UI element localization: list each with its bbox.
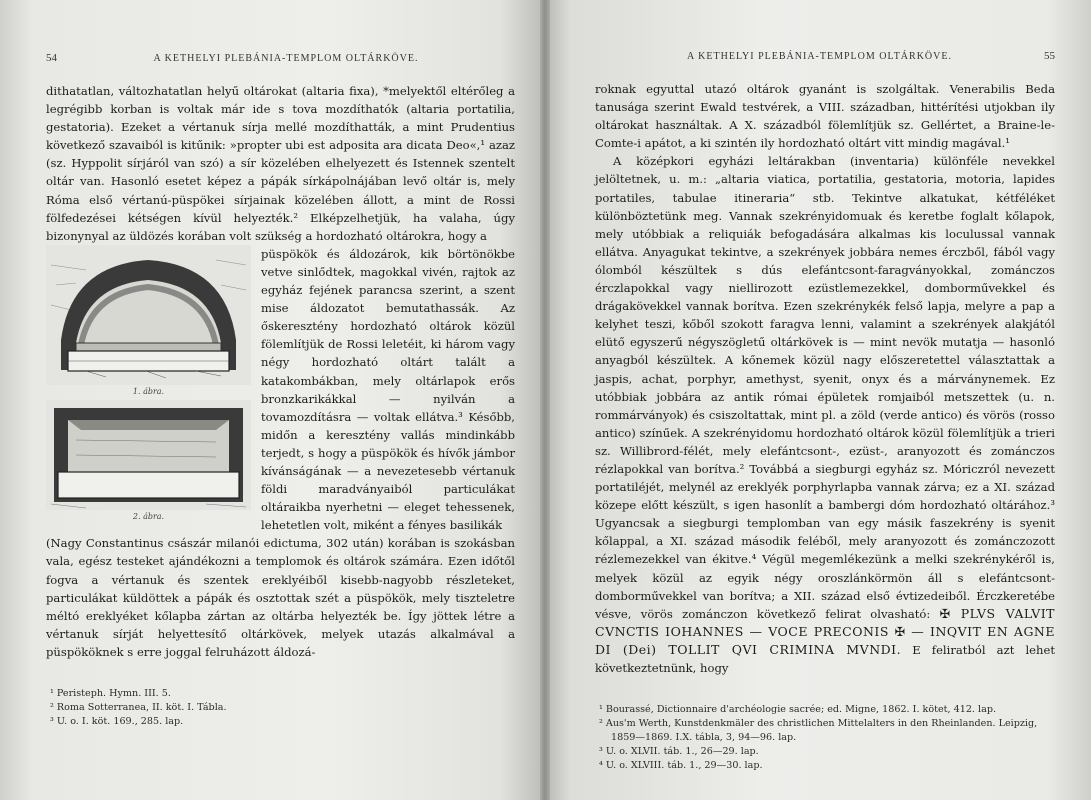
footnote: ¹ Peristeph. Hymn. III. 5. — [50, 688, 171, 699]
right-paragraph-2-text: A középkori egyházi leltárakban (inventaria) különféle nevekkel jelöltetnek, u. m.: „altaria viatica, portatilia, gestatoria, motoria, lapides portatiles, tabulae itineraria“ stb. Tekintve alkatukat, kétféléket különböztetünk meg. Vannak szekrényidomuak és keretbe foglalt kőlapok, mely utóbbiak a reliquiák befogadására alkalmas kis loculussal vannak ellátva. Anyagukat tekintve, a szekrények jobbára nemes érczből, fából vagy ólomból készültek s dús elefántcsont-faragványokkal, zománczos érczlapokkal vagy niellirozott ezüstlemezekkel, domborművekkel és drágakövekkel vannak borítva. Ezen szekrénykék felső lapja, melyre a pap a kelyhet teszi, kőből szokott faragva lenni, valamint a szekrények alakjától elütő egyszerű négyszögletű oltárkövek is — mint nevök mutatja — hasonló anyagból készültek. A kőnemek közül nagy előszeretettel választattak a jaspis, achat, porphyr, amethyst, syenit, onyx és a márványnemek. Ez utóbbiak jobbára az antik római épületek romjaiból metszettek (u. n. rommárványok) és csiszoltattak, mint pl. a zöld (verde antico) és vörös (rosso antico) színűek. A szekrényidomu hordozható oltárok közül fölemlítjük a trieri sz. Willibrord-félét, mely elefántcsont-, ezüst-, aranyozott és zománczos rézlapokkal van borítva.² Továbbá a siegburgi egyház sz. Móriczról nevezett portatiléjét, melynél az ereklyék porphyrlapba vannak zárva; ez a XI. század közepe előtt készült, s igen hasonlít a bambergi dóm hordozható oltárához.³ Ugyancsak a siegburgi templomban van egy másik faszekrény is syenit kőlappal, a XI. század második feléből, mely aranyozott és zománczozott rézlemezekkel van ékitve.⁴ Végül megemlékezünk a melki szekrénykéről is, melyek közül az egyik négy oroszlánkörmön áll s elefántcsont-domborművekkel van borítva; a XII. század első évtizedeiből. Érczkeretébe vésve, vörös zománczon következő felirat olvasható: — [595, 154, 1055, 621]
left-page — [0, 0, 543, 800]
left-running-title: A KETHELYI PLEBÁNIA-TEMPLOM OLTÁRKÖVE. — [153, 53, 419, 64]
right-running-title: A KETHELYI PLEBÁNIA-TEMPLOM OLTÁRKÖVE. — [687, 51, 952, 62]
figure-2-caption: 2. ábra. — [132, 511, 165, 521]
footnote: ³ U. o. XLVII. táb. 1., 26—29. lap. — [599, 746, 759, 758]
after-inscription-text: E feliratból azt lehet következtetnünk, hogy — [595, 642, 1056, 675]
figure-block — [46, 245, 515, 535]
right-paragraph-2 — [595, 152, 1055, 677]
left-running-head — [46, 52, 515, 64]
wrapped-text — [261, 245, 515, 535]
footnote: ³ U. o. I. köt. 169., 285. lap. — [50, 716, 184, 727]
right-page-number: 55 — [1043, 50, 1055, 62]
rect-tomb-illustration — [46, 400, 251, 510]
footnote: ⁴ U. o. XLVIII. táb. 1., 29—30. lap. — [599, 760, 763, 772]
left-body-text — [46, 82, 515, 661]
figures-column — [46, 245, 251, 535]
right-body-text — [595, 80, 1055, 677]
footnote: ² Aus'm Werth, Kunstdenkmäler des christlichen Mittelalters in den Rheinlanden. Leipzig, 1859—1869. I.X. tábla, 3, 94—96. lap. — [599, 718, 1038, 744]
footnote: ² Roma Sotterranea, II. köt. I. Tábla. — [50, 702, 227, 713]
inscription: ✠ PLVS VALVIT CVNCTIS IOHANNES — VOCE PRECONIS ✠ — INQVIT EN AGNE DI (Dei) TOLLIT QVI CRIMINA MVNDI. — [595, 605, 1055, 657]
book-gutter — [540, 0, 550, 800]
right-footnotes — [595, 703, 1055, 773]
right-running-head — [595, 50, 1055, 62]
right-page — [543, 0, 1091, 800]
left-paragraph-top: dithatatlan, változhatatlan helyű oltárokat (altaria fixa), *melyektől eltérőleg a legrégibb korban is voltak már ide s tova mozdíthatók (altaria portatilia, gestatoria). Ezeket a vértanuk sírja mellé mozdíthatták, a mint Prudentius következő szavaiból is kitűnik: »propter ubi est adposita ara dicata Deo«,¹ azaz (sz. Hyppolit sírjáról van szó) a sír közelében elhelyezett és Istennek szentelt oltár van. Hasonló esetet képez a pápák sírkápolnájában levő oltár is, mely Róma első vértanú-püspökei sírjainak közelében állott, a mint de Rossi fölfedezései kétségen kívül helyezték.² Elképzelhetjük, ha valaha, úgy bizonynyal az üldözés korában volt szükség a hordozható oltárokra, hogy a — [46, 84, 515, 243]
figure-1-caption: 1. ábra. — [132, 386, 165, 396]
figure-rect-tomb — [46, 400, 251, 521]
figure-arch-tomb — [46, 245, 251, 396]
footnote: ¹ Bourassé, Dictionnaire d'archéologie sacrée; ed. Migne, 1862. I. kötet, 412. lap. — [599, 704, 997, 716]
left-paragraph-bottom: (Nagy Constantinus császár milanói edictuma, 302 után) korában is szokásban vala, egész testeket ajándékozni a templomok és oltárok számára. Ezen időtől fogva a vértanuk és szentek ereklyéiből kisebb-nagyobb részleteket, particulákat küldöttek a pápák és osztottak szét a püspökök, mely tiszteletre méltó ereklyéket kőlapba zártan az oltárba helyezték be. Így jöttek létre a vértanuk sírját helyettesítő oltárkövek, melyek utazás alkalmával a püspököknek s erre joggal felruházott áldozá- — [46, 536, 515, 659]
right-paragraph-1: roknak egyuttal utazó oltárok gyanánt is szolgáltak. Venerabilis Beda tanusága szerint Ewald testvérek, a VIII. században, hittérítési utjokban ily oltárokat használtak. A X. századból fölemlítjük sz. Gellértet, a Braine-le-Comte-i apátot, a ki szintén ily hordozható oltárt vitt mindig magával.¹ — [595, 82, 1055, 151]
left-wrapped-paragraph: püspökök és áldozárok, kik börtönökbe vetve sinlődtek, magokkal vivén, rajtok az egyház fejének parancsa szerint, a szent mise áldozatot bemutathassák. Az őskeresztény hordozható oltárok közül fölemlítjük de Rossi leletéit, ki három vagy négy hordozható oltárt talált a katakombákban, mely oltárlapok erős bronzkarikákkal — nyilván a tovamozdításra — voltak ellátva.³ Később, midőn a keresztény vallás mindinkább terjedt, s hogy a püspökök és hívők jámbor kívánságának — a nevezetesebb vértanuk földi maradványaiból particulákat oltáraikba nyerhetni — eleget tehessenek, lehetetlen volt, miként a fényes basilikák — [261, 246, 515, 533]
left-page-number: 54 — [46, 52, 57, 64]
arch-tomb-illustration — [46, 245, 251, 385]
left-footnotes — [46, 687, 515, 729]
